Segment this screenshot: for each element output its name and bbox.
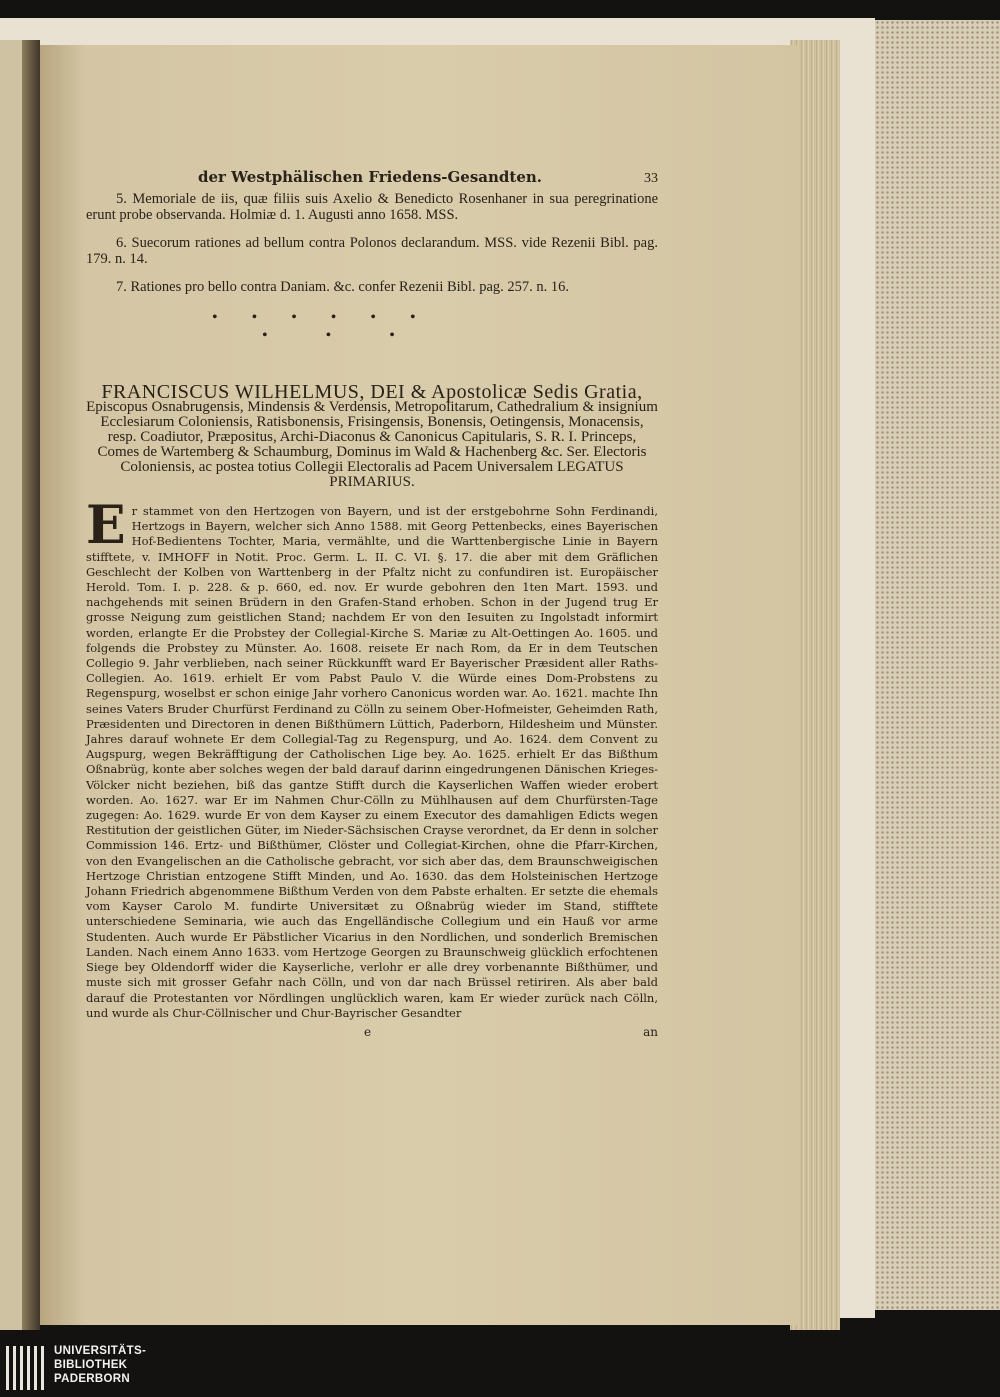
running-head [198, 168, 658, 187]
entry-heading-name: FRANCISCUS WILHELMUS, DEI & Apostolicæ Sedis Gratia, [101, 381, 643, 403]
page-text-block [86, 168, 658, 1039]
catchword: an [643, 1024, 658, 1039]
logo-line-3: PADERBORN [54, 1373, 130, 1385]
page-number: 33 [644, 171, 658, 186]
signature-mark: e [364, 1024, 372, 1039]
ornament-row-2: • • • [262, 327, 395, 344]
section-ornament [86, 309, 658, 345]
logo-line-2: BIBLIOTHEK [54, 1359, 128, 1371]
list-item-6: 6. Suecorum rationes ad bellum contra Polonos declarandum. MSS. vide Rezenii Bibl. pag. 179. n. 14. [86, 235, 658, 267]
book-gutter [22, 40, 40, 1330]
ornament-row-1: • • • • • • [212, 309, 416, 326]
entry-body [86, 495, 658, 1021]
running-head-title: der Westphälischen Friedens-Gesandten. [198, 168, 543, 186]
entry-body-text: r stammet von den Hertzogen von Bayern, und ist der erstgebohrne Sohn Ferdinandi, Hertzogs in Bayern, welcher sich Anno 1588. mit Georg Pettenbecks, eines Bayerischen Hof-Bedientens Tochter, Maria, vermählte, und die Warttenbergische Linie in Bayern stifftete, v. IMHOFF in Notit. Proc. Germ. L. II. C. VI. §. 17. die aber mit dem Gräflichen Geschlecht der Kolben von Warttenberg in der Pfaltz nicht zu confundiren ist. Europäischer Herold. Tom. I. p. 228. & p. 660, ed. nov. Er wurde gebohren den 1ten Mart. 1593. und nachgehends mit seinen Brüdern in den Grafen-Stand erhoben. Schon in der Jugend trug Er grosse Neigung zum geistlichen Stand; nachdem Er von den Iesuiten zu Ingolstadt informirt worden, erlangte Er die Probstey der Collegial-Kirche S. Mariæ zu Alt-Oettingen Ao. 1605. und folgends die Probstey zu Münster. Ao. 1608. reisete Er nach Rom, da Er in dem Teutschen Collegio 9. Jahr verblieben, nach seiner Rückkunfft ward Er Bayerischer Præsident aller Raths-Collegien. Ao. 1619. erhielt Er vom Pabst Paulo V. die Würde eines Dom-Probstens zu Regenspurg, woselbst er schon einige Jahr vorhero Canonicus worden war. Ao. 1621. machte Ihn seines Vaters Bruder Churfürst Ferdinand zu Cölln zu seinem Ober-Hofmeister, Geheimden Rath, Præsidenten und Directoren in denen Bißthümern Lüttich, Paderborn, Hildesheim und Münster. Jahres darauf wohnete Er dem Collegial-Tag zu Regenspurg, und Ao. 1624. dem Convent zu Augspurg, wegen Bekräfftigung der Catholischen Lige bey. Ao. 1625. erhielt Er das Bißthum Oßnabrüg, konte aber solches wegen der bald darauf darinn eingedrungenen Dänischen Krieges-Völcker nicht beziehen, biß das gantze Stifft durch die Kayserlichen Waffen wieder erobert worden. Ao. 1627. war Er im Nahmen Chur-Cölln zu Mühlhausen auf dem Churfürsten-Tage zugegen: Ao. 1629. wurde Er von dem Kayser zu einem Executor des damahligen Edicts wegen Restitution der geistlichen Güter, im Nieder-Sächsischen Crayse verordnet, da Er denn in solcher Commission 146. Ertz- und Bißthümer, Clöster und Collegiat-Kirchen, ohne die Pfarr-Kirchen, von den Evangelischen an die Catholische gebracht, vor sich aber das, dem Braunschweigischen Hertzoge Christian entzogene Stifft Minden, und Ao. 1630. das dem Holsteinischen Hertzoge Johann Friedrich abgenommene Bißthum Verden von dem Pabste erhalten. Er setzte die ehemals vom Kayser Carolo M. fundirte Universitæt zu Oßnabrüg wieder im Stand, stifftete unterschiedene Seminaria, wie auch das Engelländische Collegium und ein Hauß vor arme Studenten. Auch wurde Er Päbstlicher Vicarius in den Nordlichen, und sonderlich Bremischen Landen. Nach einem Anno 1633. vom Hertzoge Georgen zu Braunschweig glücklich erfochtenen Siege bey Oldendorff wider die Kayserliche, verlohr er alle drey vorbenannte Bißthümer, und muste sich mit grosser Gefahr nach Cölln, und von dar nach Brüssel retiriren. Als aber bald darauf die Protestanten vor Nördlingen unglücklich waren, kam Er wieder zurück nach Cölln, und wurde als Chur-Cöllnischer und Chur-Bayrischer Gesandter [86, 504, 658, 1020]
entry-heading [86, 381, 658, 490]
list-item-7: 7. Rationes pro bello contra Daniam. &c. confer Rezenii Bibl. pag. 257. n. 16. [116, 279, 570, 295]
drop-cap-initial: E [86, 495, 126, 556]
entry-heading-titles: Episcopus Osnabrugensis, Mindensis & Verdensis, Metropolitarum, Cathedralium & insignium Ecclesiarum Coloniensis, Ratisbonensis, Frisingensis, Bonensis, Oetingensis, Monacensis, resp. Coadiutor, Præpositus, Archi-Diaconus & Canonicus Capitularis, S. R. I. Princeps, Comes de Wartemberg & Schaumburg, Dominus im Wald & Hachenberg &c. Ser. Electoris Coloniensis, ac postea totius Collegii Electoralis ad Pacem Universalem LEGATUS PRIMARIUS. [86, 399, 658, 490]
library-logo-text [54, 1344, 146, 1386]
page-footer [86, 1025, 658, 1039]
logo-line-1: UNIVERSITÄTS- [54, 1345, 147, 1357]
library-logo [6, 1340, 196, 1394]
library-logo-icon [6, 1346, 46, 1390]
list-item-5: 5. Memoriale de iis, quæ filiis suis Axelio & Benedicto Rosenhaner in sua peregrinatione erunt probe observanda. Holmiæ d. 1. Augusti anno 1658. MSS. [86, 191, 658, 223]
